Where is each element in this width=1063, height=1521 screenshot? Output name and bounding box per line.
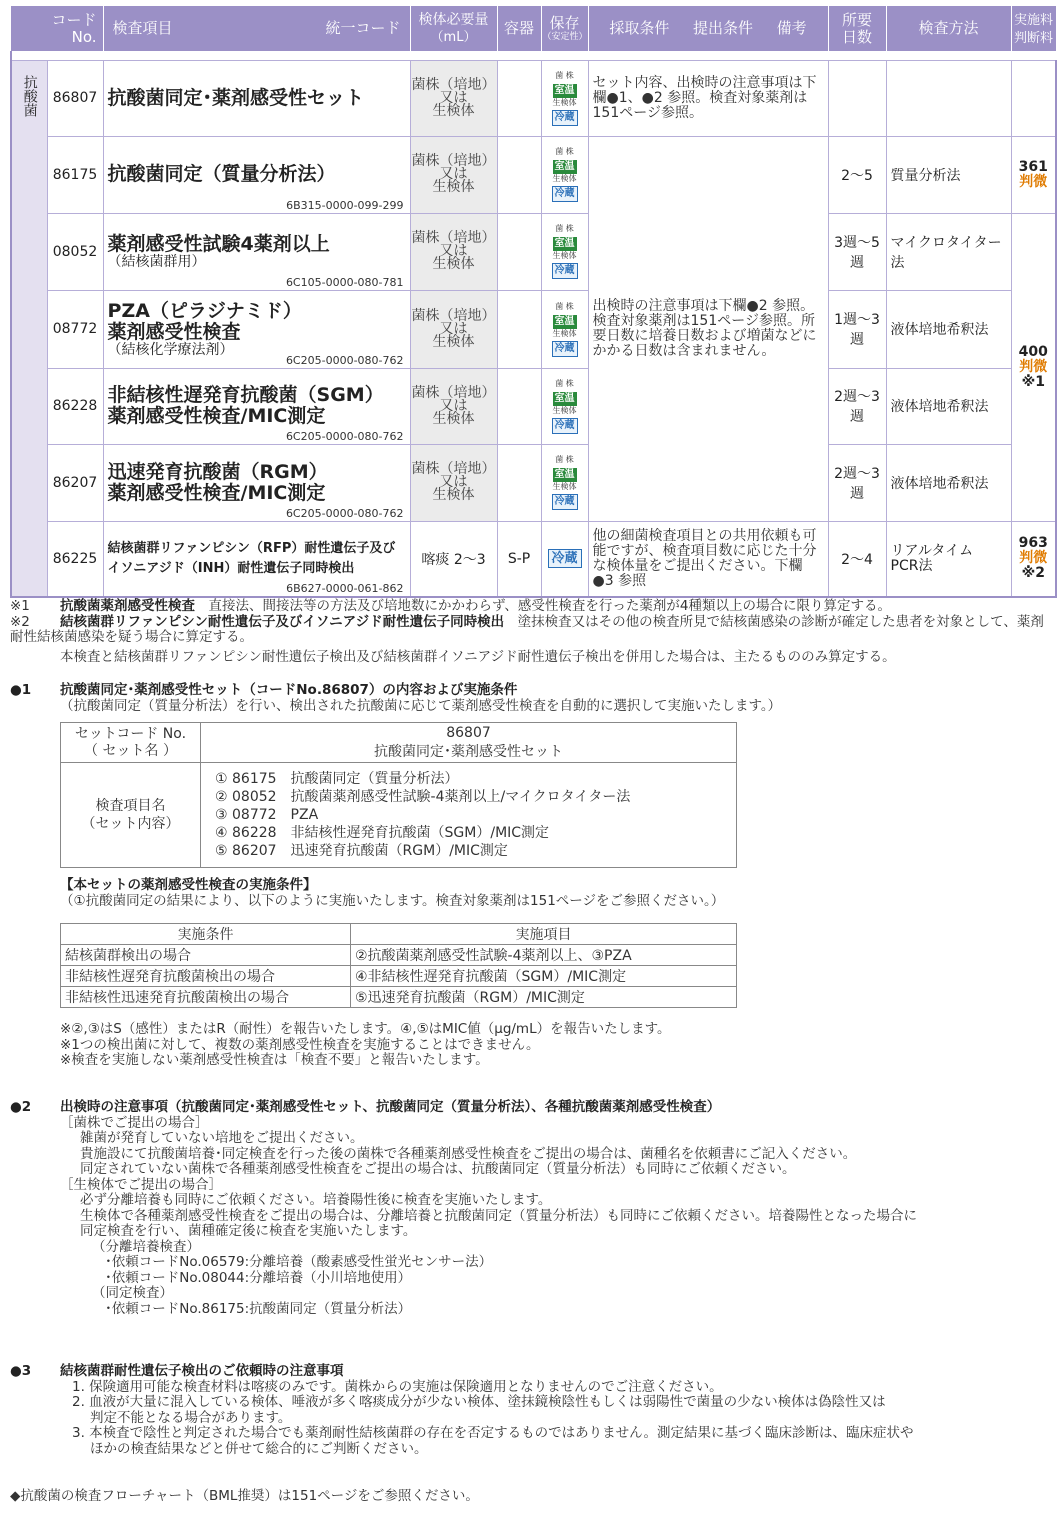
row-container (497, 290, 541, 368)
list-item: ④ 86228 非結核性遅発育抗酸菌（SGM）/MIC測定 (215, 825, 550, 841)
list-item: ③ 08772 PZA (215, 807, 319, 823)
row-method: リアルタイム PCR法 (886, 521, 1011, 597)
row-conditions-shared: 出検時の注意事項は下欄●2 参照。検査対象薬剤は151ページ参照。所要日数に培養日数および増菌などにかかる日数は含まれません。 (588, 136, 828, 521)
row-container (497, 136, 541, 213)
row-specimen: 喀痰 2～3 (410, 521, 497, 597)
footer-note: ◆抗酸菌の検査フローチャート（BML推奨）は151ページをご参照ください。 (10, 1488, 479, 1504)
row-container (497, 444, 541, 521)
category-label: 抗酸菌 (11, 60, 47, 597)
list-item: ② 08052 抗酸菌薬剤感受性試験-4薬剤以上/マイクロタイター法 (215, 789, 631, 805)
footnote-1: ※1 抗酸菌薬剤感受性検査 直接法、間接法等の方法及び培地数にかかわらず、感受性検査を行った薬剤が4種類以上の場合に限り算定する。 (10, 598, 892, 614)
row-item: 抗酸菌同定･薬剤感受性セット (103, 60, 410, 136)
row-code: 86228 (47, 368, 103, 444)
list-item: ⑤ 86207 迅速発育抗酸菌（RGM）/MIC測定 (215, 843, 508, 859)
table-row: 実施条件 実施項目 (61, 924, 737, 945)
row-code: 08052 (47, 213, 103, 290)
col-days: 所要 日数 (828, 6, 886, 51)
table-row (11, 136, 1056, 213)
col-item: 検査項目 統一コード (103, 6, 410, 51)
row-points (1011, 60, 1056, 136)
table-row (11, 290, 1056, 368)
col-volume: 検体必要量 （mL） (410, 6, 497, 51)
row-item: 結核菌群リファンピシン（RFP）耐性遺伝子及び イソニアジド（INH）耐性遺伝子同時検出 6B627-0000-061-862 (103, 521, 410, 597)
condition-table (60, 923, 737, 1008)
table-row (11, 368, 1056, 444)
row-code: 86175 (47, 136, 103, 213)
row-days (828, 60, 886, 136)
row-days: 1週～3週 (828, 290, 886, 368)
col-code: コード No. (11, 6, 103, 51)
table-row (11, 444, 1056, 521)
row-conditions: セット内容、出検時の注意事項は下欄●1、●2 参照。検査対象薬剤は151ページ参照。 (588, 60, 828, 136)
row-specimen: 菌株（培地） 又は 生検体 (410, 444, 497, 521)
row-storage: 菌 株 室温 生検体 冷蔵 (541, 444, 588, 521)
row-points: 361 判微 (1011, 136, 1056, 213)
row-method: マイクロタイター法 (886, 213, 1011, 290)
row-item: 抗酸菌同定（質量分析法） 6B315-0000-099-299 (103, 136, 410, 213)
row-container (497, 60, 541, 136)
row-specimen: 菌株（培地） 又は 生検体 (410, 213, 497, 290)
col-points: 実施料 判断料 (1011, 6, 1056, 51)
row-specimen: 菌株（培地） 又は 生検体 (410, 60, 497, 136)
footnote-2: ※2 結核菌群リファンピシン耐性遺伝子及びイソニアジド耐性遺伝子同時検出 塗抹検査又はその他の検査所見で結核菌感染の診断が確定した患者を対象として、薬剤耐性結核菌感染を疑う場合に算定する。 (10, 614, 1044, 645)
section-3: ●3 結核菌群耐性遺伝子検出のご依頼時の注意事項 1. 保険適用可能な検査材料は喀痰のみです。菌株からの実施は保険適用となりませんのでご注意ください。 2. 血液が大量に混入している検体、唾液が多く喀痰成分が少ない検体、塗抹鏡検陰性もしくは弱陽性で菌量の少ない検体は偽陰性又は 判定不能となる場合があります。 3. 本検査で陰性と判定された場合でも薬剤耐性結核菌群の存在を否定するものではありません。測定結果に基づく臨床診断は、臨床症状や ほかの検査結果などと併せて総合的にご判断ください。 (10, 1363, 914, 1457)
table-row (11, 213, 1056, 290)
row-item: 迅速発育抗酸菌（RGM） 薬剤感受性検査/MIC測定 6C205-0000-080-762 (103, 444, 410, 521)
section-1 (10, 683, 781, 714)
row-code: 86207 (47, 444, 103, 521)
table-row: 非結核性遅発育抗酸菌検出の場合 ④非結核性遅発育抗酸菌（SGM）/MIC測定 (61, 966, 737, 987)
table-header (11, 6, 1056, 51)
test-table (10, 6, 1057, 598)
row-container (497, 213, 541, 290)
table-row (11, 521, 1056, 597)
section-2: ●2 出検時の注意事項（抗酸菌同定･薬剤感受性セット、抗酸菌同定（質量分析法）、各種抗酸菌薬剤感受性検査） ［菌株でご提出の場合］ 雑菌が発育していない培地をご提出ください。 貴施設にて抗酸菌培養･同定検査を行った後の菌株で各種薬剤感受性検査をご提出の場合は、菌種名を依頼書にご記入ください。 同定されていない菌株で各種薬剤感受性検査をご提出の場合は、抗酸菌同定（質量分析法）も同時にご依頼ください。 ［生検体でご提出の場合］ 必ず分離培養も同時にご依頼ください。培養陽性後に検査を実施いたします。 生検体で各種薬剤感受性検査をご提出の場合は、分離培養と抗酸菌同定（質量分析法）も同時にご依頼ください。培養陽性となった場合に 同定検査を行い、菌種確定後に検査を実施いたします。 （分離培養検査） ･依頼コードNo.06579:分離培養（酸素感受性蛍光センサー法） ･依頼コードNo.08044:分離培養（小川培地使用） （同定検査） ･依頼コードNo.86175:抗酸菌同定（質量分析法） (10, 1099, 917, 1317)
table-row: 検査項目名 （セット内容） ① 86175 抗酸菌同定（質量分析法） ② 08052 抗酸菌薬剤感受性試験-4薬剤以上/マイクロタイター法 ③ 08772 PZA ④ 86228 非結核性遅発育抗酸菌（SGM）/MIC測定 ⑤ 86207 迅速発育抗酸菌（RGM）/MIC測定 (61, 763, 737, 868)
col-conditions: 採取条件 提出条件 備考 (588, 6, 828, 51)
row-code: 86807 (47, 60, 103, 136)
row-storage: 菌 株 室温 生検体 冷蔵 (541, 368, 588, 444)
cond-title-block: 【本セットの薬剤感受性検査の実施条件】 （①抗酸菌同定の結果により、以下のように実施いたします。検査対象薬剤は151ページをご参照ください。） (60, 877, 725, 909)
row-days: 3週～5週 (828, 213, 886, 290)
section-3-title: ●3 結核菌群耐性遺伝子検出のご依頼時の注意事項 (10, 1363, 344, 1379)
row-storage: 菌 株 室温 生検体 冷蔵 (541, 290, 588, 368)
row-specimen: 菌株（培地） 又は 生検体 (410, 136, 497, 213)
set-content-table (60, 722, 737, 868)
row-method: 液体培地希釈法 (886, 290, 1011, 368)
row-points: 963 判微 ※2 (1011, 521, 1056, 597)
row-container (497, 368, 541, 444)
col-storage: 保存 （安定性） (541, 6, 588, 51)
row-code: 08772 (47, 290, 103, 368)
row-points-shared: 400 判微 ※1 (1011, 213, 1056, 521)
table-row (11, 60, 1056, 136)
row-days: 2～4 (828, 521, 886, 597)
row-container: S-P (497, 521, 541, 597)
row-storage: 菌 株 室温 生検体 冷蔵 (541, 60, 588, 136)
section-1-title: ●1 抗酸菌同定･薬剤感受性セット（コードNo.86807）の内容および実施条件 (10, 682, 518, 698)
row-item: 薬剤感受性試験4薬剤以上 （結核菌群用） 6C105-0000-080-781 (103, 213, 410, 290)
row-days: 2～5 (828, 136, 886, 213)
row-method: 液体培地希釈法 (886, 444, 1011, 521)
row-code: 86225 (47, 521, 103, 597)
row-storage: 菌 株 室温 生検体 冷蔵 (541, 136, 588, 213)
row-item: PZA（ピラジナミド） 薬剤感受性検査 （結核化学療法剤） 6C205-0000-080-762 (103, 290, 410, 368)
remarks-block: ※②,③はS（感性）またはR（耐性）を報告いたします。④,⑤はMIC値（μg/mL）を報告いたします。 ※1つの検出菌に対して、複数の薬剤感受性検査を実施することはできません。 ※検査を実施しない薬剤感受性検査は「検査不要」と報告いたします。 (60, 1021, 671, 1068)
col-method: 検査方法 (886, 6, 1011, 51)
row-storage: 冷蔵 (541, 521, 588, 597)
section-2-title: ●2 出検時の注意事項（抗酸菌同定･薬剤感受性セット、抗酸菌同定（質量分析法）、各種抗酸菌薬剤感受性検査） (10, 1099, 721, 1115)
table-row: 結核菌群検出の場合 ②抗酸菌薬剤感受性試験-4薬剤以上、③PZA (61, 945, 737, 966)
table-row: 非結核性迅速発育抗酸菌検出の場合 ⑤迅速発育抗酸菌（RGM）/MIC測定 (61, 987, 737, 1008)
row-specimen: 菌株（培地） 又は 生検体 (410, 368, 497, 444)
table-row: セットコード No. （ セット名 ） 86807 抗酸菌同定･薬剤感受性セット (61, 723, 737, 763)
row-method: 液体培地希釈法 (886, 368, 1011, 444)
row-days: 2週～3週 (828, 444, 886, 521)
row-method (886, 60, 1011, 136)
footnote-2-cont: 本検査と結核菌群リファンピシン耐性遺伝子検出及び結核菌群イソニアジド耐性遺伝子検出を併用した場合は、主たるもののみ算定する。 (60, 649, 896, 665)
row-storage: 菌 株 室温 生検体 冷蔵 (541, 213, 588, 290)
row-days: 2週～3週 (828, 368, 886, 444)
row-specimen: 菌株（培地） 又は 生検体 (410, 290, 497, 368)
col-container: 容器 (497, 6, 541, 51)
row-conditions: 他の細菌検査項目との共用依頼も可能ですが、検査項目数に応じた十分な検体量をご提出ください。下欄●3 参照 (588, 521, 828, 597)
section-1-desc: （抗酸菌同定（質量分析法）を行い、検出された抗酸菌に応じて薬剤感受性検査を自動的に選択して実施いたします。） (60, 697, 782, 714)
list-item: ① 86175 抗酸菌同定（質量分析法） (215, 771, 459, 787)
row-method: 質量分析法 (886, 136, 1011, 213)
row-item: 非結核性遅発育抗酸菌（SGM） 薬剤感受性検査/MIC測定 6C205-0000-080-762 (103, 368, 410, 444)
